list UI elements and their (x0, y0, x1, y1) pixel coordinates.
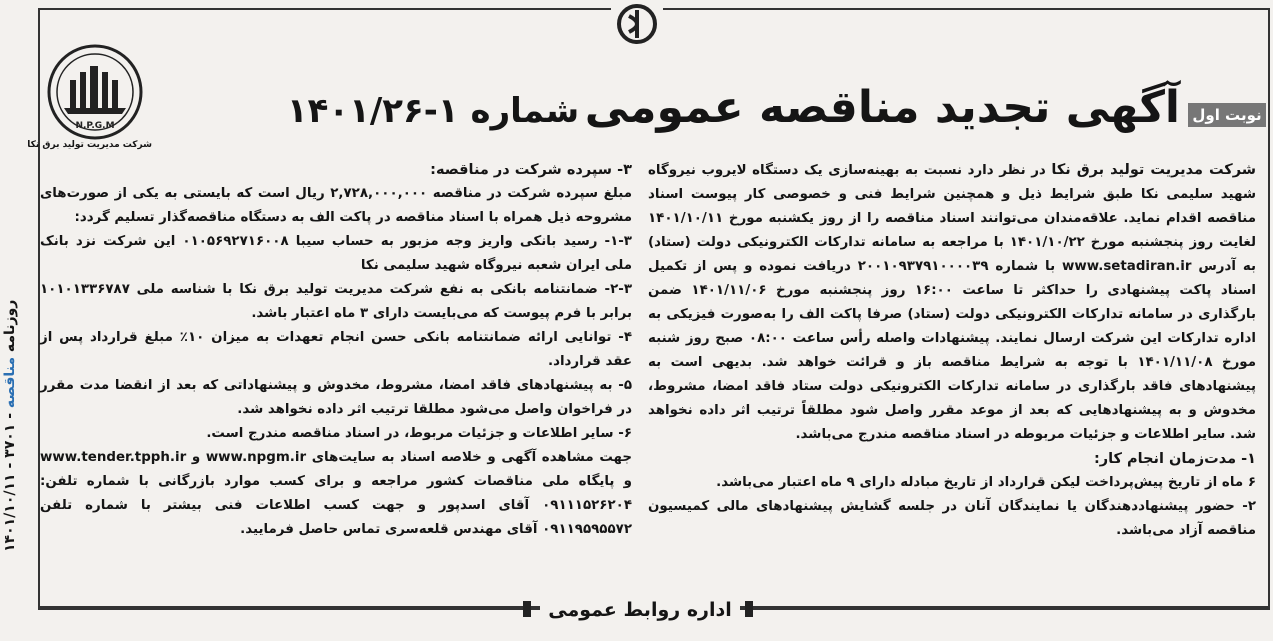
deposit-option-2: ۲-۳- ضمانتنامه بانکی به نفع شرکت مدیریت تولید برق نکا با شناسه ملی ۱۰۱۰۱۳۳۶۷۸۷ برابر با فرم پیوست که می‌بایست دارای ۳ ماه اعتبار باشد. (40, 282, 632, 321)
npgm-link[interactable]: www.npgm.ir (205, 450, 307, 465)
footer-ornament-right-icon (742, 600, 756, 618)
contact-paragraph: جهت مشاهده آگهی و خلاصه اسناد به سایت‌های www.npgm.ir و www.tender.tpph.ir و پایگاه ملی مناقصات کشور مراجعه و برای کسب موارد بازرگانی با شماره تلفن: ۰۹۱۱۱۵۲۶۲۰۴ آقای اسدپور و جهت کسب اطلاعات فنی بیشتر با شماره تلفن ۰۹۱۱۹۵۹۵۵۷۲ آقای مهندس قلعه‌سری تماس حاصل فرمایید. (40, 450, 632, 537)
deposit-option-1: ۱-۳- رسید بانکی واریز وجه مزبور به حساب سیبا ۰۱۰۵۶۹۲۷۱۶۰۰۸ این شرکت نزد بانک ملی ایران شعبه نیروگاه شهید سلیمی نکا (40, 234, 632, 273)
first-publication-tag: نوبت اول (1188, 103, 1266, 127)
deposit-heading: ۳- سپرده شرکت در مناقصه: (430, 162, 632, 178)
duration-text: ۶ ماه از تاریخ پیش‌پرداخت لیکن قرارداد از تاریخ مبادله دارای ۹ ماه اعتبار می‌باشد. (716, 475, 1256, 490)
public-relations-footer: اداره روابط عمومی (540, 595, 740, 625)
attendance-text: ۲- حضور پیشنهاددهندگان یا نمایندگان آنان در جلسه گشایش پیشنهادهای مالی کمیسیون مناقصه آزاد می‌باشد. (648, 499, 1256, 538)
footer-ornament-left-icon (520, 600, 534, 618)
setadiran-link[interactable]: www.setadiran.ir (1061, 259, 1192, 274)
company-name: شرکت مدیریت تولید برق نکا (1051, 162, 1257, 178)
page-title (230, 82, 1180, 144)
title-main: آگهی تجدید مناقصه عمومی (584, 82, 1180, 133)
logo-caption: شرکت مدیریت تولید برق نکا (27, 140, 152, 150)
logo-acronym: N.P.G.M (75, 121, 115, 131)
duration-heading: ۱- مدت‌زمان انجام کار: (1093, 451, 1256, 467)
deposit-text: مبلغ سپرده شرکت در مناقصه ۲,۷۲۸,۰۰۰,۰۰۰ ریال است که بایستی به یکی از صورت‌های مشروحه ذیل همراه با اسناد مناقصه در پاکت الف به دستگاه مناقصه‌گذار تسلیم گردد: (40, 186, 632, 225)
emblem-icon (611, 2, 663, 46)
guarantee-text: ۴- توانایی ارائه ضمانتنامه بانکی حسن انجام تعهدات به میزان ۱۰٪ مبلغ قرارداد پس از عقد قرارداد. (40, 330, 632, 369)
newspaper-side-label: روزنامه مناقصه - ۳۷۰۱ - ۱۴۰۱/۱۰/۱۱ (2, 300, 18, 553)
left-column (40, 158, 632, 578)
rejection-text: ۵- به پیشنهادهای فاقد امضا، مشروط، مخدوش و پیشنهاداتی که بعد از انقضا مدت مقرر در فراخوان واصل می‌شود مطلقا ترتیب اثر داده نخواهد شد. (40, 378, 632, 417)
tender-link[interactable]: www.tender.tpph.ir (40, 450, 187, 465)
right-column (648, 158, 1256, 578)
intro-paragraph: شرکت مدیریت تولید برق نکا در نظر دارد نسبت به بهینه‌سازی یک دستگاه لایروب نیروگاه شهید سلیمی نکا طبق شرایط ذیل و همچنین شرایط فنی و خصوصی کار پیوست اسناد مناقصه اقدام نماید. علاقه‌مندان می‌توانند اسناد مناقصه را از روز یکشنبه مورخ ۱۴۰۱/۱۰/۱۱ لغایت روز پنجشنبه مورخ ۱۴۰۱/۱۰/۲۲ با مراجعه به سامانه تدارکات الکترونیکی دولت (ستاد) به آدرس www.setadiran.ir با شماره ۲۰۰۱۰۹۳۷۹۱۰۰۰۰۳۹ دریافت نموده و پس از تکمیل اسناد پاکت پیشنهادی را حداکثر تا ساعت ۱۶:۰۰ روز پنجشنبه مورخ ۱۴۰۱/۱۱/۰۶ ضمن بارگذاری در سامانه تدارکات الکترونیکی دولت (ستاد) صرفا پاکت الف را به‌صورت فیزیکی به اداره تدارکات این شرکت ارسال نمایند. پیشنهادات واصله رأس ساعت ۰۸:۰۰ صبح روز شنبه مورخ ۱۴۰۱/۱۱/۰۸ با توجه به شرایط مناقصه باز و قرائت خواهد شد. بدیهی است به پیشنهادهای فاقد بارگذاری در سامانه تدارکات الکترونیکی دولت ستاد فاقد امضا، مشروط، مخدوش و به پیشنهادهایی که بعد از موعد مقرر واصل شود مطلقاً ترتیب اثر داده نخواهد شد. سایر اطلاعات و جزئیات مربوطه در اسناد مناقصه مندرج می‌باشد. (648, 162, 1257, 442)
title-number: شماره ۱-۱۴۰۱/۲۶ (286, 91, 580, 131)
npgm-logo-icon (27, 40, 152, 150)
details-text: ۶- سایر اطلاعات و جزئیات مربوط، در اسناد مناقصه مندرج است. (206, 426, 632, 441)
